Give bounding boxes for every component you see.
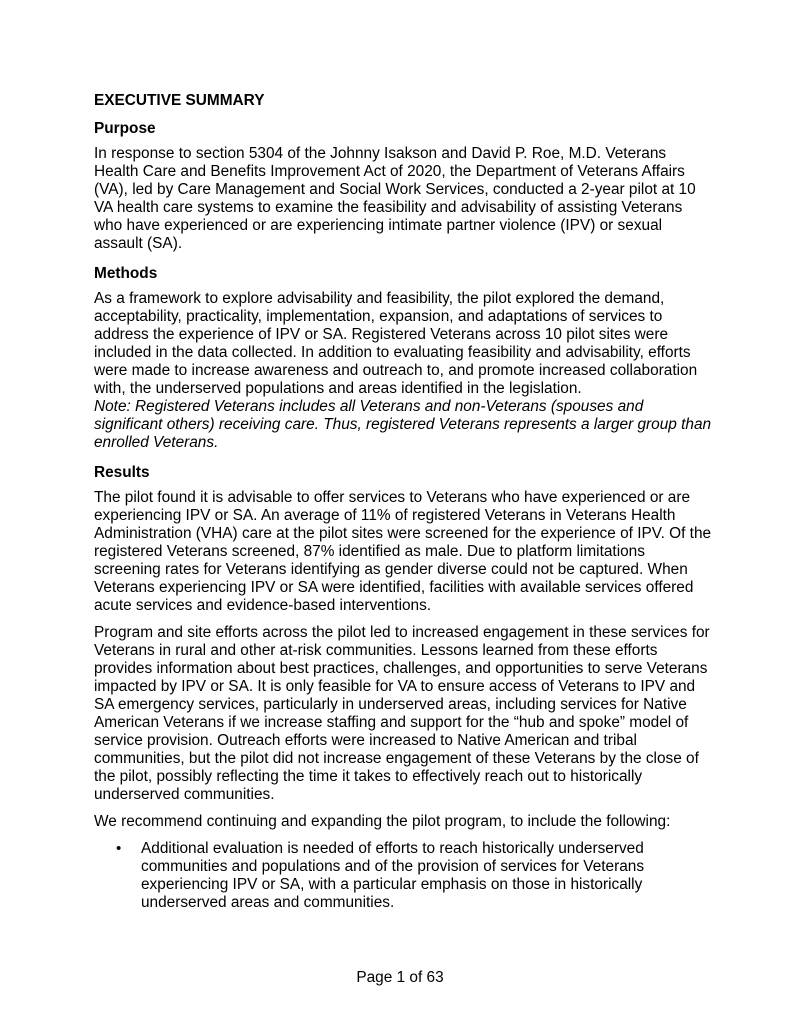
methods-heading: Methods bbox=[94, 265, 158, 282]
results-paragraph: Program and site efforts across the pilot led to increased engagement in these services for Veterans in rural and other at-risk communities. Lessons learned from these efforts provides information about best practices, challenges, and opportunities to serve Veterans impacted by IPV or SA. It is only feasible for VA to ensure access of Veterans to IPV and SA emergency services, particularly in underserved areas, including services for Native American Veterans if we increase staffing and support for the “hub and spoke” model of service provision. Outreach efforts were increased to Native American and tribal communities, but the pilot did not increase engagement of these Veterans by the close of the pilot, possibly reflecting the time it takes to effectively reach out to historically underserved communities. bbox=[94, 624, 710, 803]
purpose-paragraph: In response to section 5304 of the Johnny Isakson and David P. Roe, M.D. Veterans Health Care and Benefits Improvement Act of 2020, the Department of Veterans Affairs (VA), led by Care Management and Social Work Services, conducted a 2-year pilot at 10 VA health care systems to examine the feasibility and advisability of assisting Veterans who have experienced or are experiencing intimate partner violence (IPV) or sexual assault (SA). bbox=[94, 145, 696, 252]
results-paragraph: We recommend continuing and expanding the pilot program, to include the following: bbox=[94, 813, 671, 830]
page-number: Page 1 of 63 bbox=[356, 969, 444, 986]
recommendations-list bbox=[94, 840, 714, 912]
list-item-text: Additional evaluation is needed of efforts to reach historically underserved communities and populations and of the provision of services for Veterans experiencing IPV or SA, with a particular emphasis on those in historically underserved areas and communities. bbox=[141, 840, 645, 911]
methods-paragraph: As a framework to explore advisability and feasibility, the pilot explored the demand, acceptability, practicality, implementation, expansion, and adaptations of services to address the experience of IPV or SA. Registered Veterans across 10 pilot sites were included in the data collected. In addition to evaluating feasibility and advisability, efforts were made to increase awareness and outreach to, and promote increased collaboration with, the underserved populations and areas identified in the legislation. bbox=[94, 290, 698, 397]
list-item bbox=[116, 840, 714, 912]
purpose-heading: Purpose bbox=[94, 120, 156, 137]
document-title: EXECUTIVE SUMMARY bbox=[94, 92, 265, 109]
document-page bbox=[94, 92, 714, 912]
methods-note: Note: Registered Veterans includes all Veterans and non-Veterans (spouses and significant others) receiving care. Thus, registered Veterans represents a larger group than enrolled Veterans. bbox=[94, 398, 712, 451]
results-paragraph: The pilot found it is advisable to offer services to Veterans who have experienced or are experiencing IPV or SA. An average of 11% of registered Veterans in Veterans Health Administration (VHA) care at the pilot sites were screened for the experience of IPV. Of the registered Veterans screened, 87% identified as male. Due to platform limitations screening rates for Veterans identifying as gender diverse could not be captured. When Veterans experiencing IPV or SA were identified, facilities with available services offered acute services and evidence-based interventions. bbox=[94, 489, 712, 614]
bullet-icon: • bbox=[116, 840, 122, 857]
results-heading: Results bbox=[94, 464, 150, 481]
